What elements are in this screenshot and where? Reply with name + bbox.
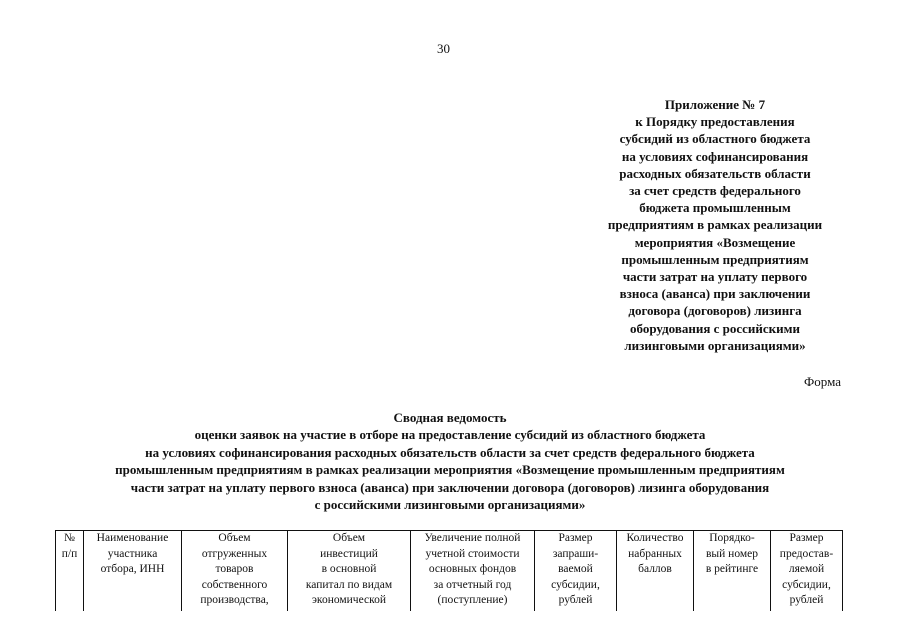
- header-line: Размер: [558, 532, 593, 544]
- header-line: отгруженных: [201, 547, 268, 560]
- summary-title-line: части затрат на уплату первого взноса (аванса) при заключении договора (договоров) лизинга оборудования: [130, 479, 770, 495]
- summary-title: [40, 409, 860, 513]
- header-line: баллов: [638, 563, 672, 575]
- appendix-line: части затрат на уплату первого: [622, 269, 808, 285]
- header-cell-number: [56, 531, 84, 612]
- page-number: 30: [437, 41, 450, 56]
- summary-title-line: оценки заявок на участие в отборе на предоставление субсидий из областного бюджета: [194, 427, 706, 443]
- appendix-line: взноса (аванса) при заключении: [619, 286, 811, 302]
- header-line: инвестиций: [320, 547, 378, 560]
- header-cell-granted-subsidy: [771, 531, 843, 612]
- header-line: Объем: [218, 532, 251, 544]
- header-line: участника: [107, 547, 158, 560]
- header-line: производства,: [200, 594, 269, 606]
- header-line: рублей: [789, 594, 824, 606]
- header-cell-requested-subsidy: [535, 531, 617, 612]
- header-line: основных фондов: [428, 563, 517, 575]
- appendix-line: за счет средств федерального: [629, 183, 801, 199]
- header-line: экономической: [312, 594, 386, 606]
- header-line: капитал по видам: [305, 578, 393, 591]
- header-line: субсидии,: [551, 578, 600, 591]
- summary-title-line: промышленным предприятиям в рамках реализации мероприятия «Возмещение промышленным предприятиям: [115, 462, 785, 478]
- header-cell-participant: [84, 531, 182, 612]
- header-line: в рейтинге: [705, 563, 759, 575]
- appendix-line: бюджета промышленным: [639, 200, 791, 216]
- appendix-line: Приложение № 7: [664, 97, 766, 112]
- form-label: Форма: [804, 374, 841, 389]
- header-line: субсидии,: [782, 578, 831, 591]
- appendix-line: расходных обязательств области: [619, 165, 811, 181]
- header-line: Наименование: [96, 532, 169, 544]
- header-line: отбора, ИНН: [100, 563, 165, 575]
- appendix-line: промышленным предприятиям: [621, 251, 809, 267]
- header-line: предостав-: [779, 547, 834, 560]
- header-line: Порядко-: [709, 532, 755, 544]
- header-line: Объем: [332, 532, 366, 544]
- appendix-line: субсидий из областного бюджета: [619, 131, 811, 147]
- appendix-line: предприятиям в рамках реализации: [607, 217, 823, 233]
- header-cell-points: [617, 531, 694, 612]
- header-line: запраши-: [552, 547, 599, 560]
- appendix-line: лизинговыми организациями»: [624, 337, 806, 353]
- header-line: вый номер: [705, 547, 758, 560]
- header-cell-rank: [694, 531, 771, 612]
- header-line: набранных: [628, 547, 682, 560]
- header-line: рублей: [558, 594, 593, 606]
- header-line: (поступление): [437, 594, 508, 606]
- header-line: ваемой: [558, 563, 593, 575]
- appendix-line: оборудования с российскими: [630, 320, 800, 336]
- header-line: ляемой: [788, 563, 825, 575]
- header-line: в основной: [321, 563, 377, 575]
- header-line: №: [64, 532, 75, 544]
- appendix-line: мероприятия «Возмещение: [634, 234, 796, 250]
- header-line: Количество: [626, 532, 684, 544]
- header-line: за отчетный год: [433, 578, 512, 591]
- header-line: товаров: [215, 563, 254, 575]
- header-line: учетной стоимости: [425, 547, 520, 560]
- header-line: п/п: [61, 547, 78, 560]
- header-cell-fixed-assets: [411, 531, 535, 612]
- header-line: собственного: [201, 578, 268, 591]
- summary-title-line: с российскими лизинговыми организациями»: [314, 497, 586, 513]
- summary-title-line: Сводная ведомость: [393, 410, 507, 425]
- appendix-line: к Порядку предоставления: [635, 114, 795, 130]
- header-cell-investments: [288, 531, 411, 612]
- appendix-line: договора (договоров) лизинга: [628, 303, 802, 319]
- header-line: Размер: [789, 532, 824, 544]
- header-line: Увеличение полной: [424, 532, 521, 544]
- header-cell-shipped-goods: [182, 531, 288, 612]
- appendix-heading: [584, 96, 846, 354]
- appendix-line: на условиях софинансирования: [621, 148, 809, 164]
- summary-title-line: на условиях софинансирования расходных обязательств области за счет средств федерального бюджета: [145, 444, 755, 460]
- summary-table: [55, 530, 843, 611]
- table-header-row: [56, 531, 843, 612]
